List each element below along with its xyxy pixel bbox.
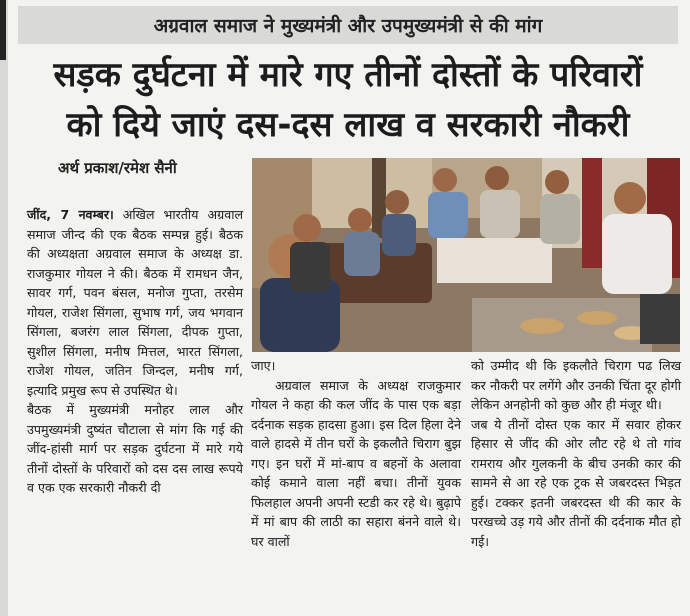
article-paragraph: जब ये तीनों दोस्त एक कार में सवार होकर हिसार से जींद की ओर लौट रहे थे तो गांव रामराय और गुलकनी के बीच उनकी कार की सामने से आ रहे एक ट्रक से जबरदस्त भिड़त हुई। टक्कर इतनी जबरदस्त थी की कार के परखच्चे उड़ गये और तीनों की दर्दनाक मौत हो गई। xyxy=(471,416,681,549)
article-column-2 xyxy=(251,356,461,551)
headline-line-2: को दिये जाएं दस-दस लाख व सरकारी नौकरी xyxy=(66,105,630,145)
column-rule-mark xyxy=(0,0,6,60)
article-paragraph xyxy=(251,376,461,552)
byline: अर्थ प्रकाश/रमेश सैनी xyxy=(58,159,177,177)
paragraph-text: अग्रवाल समाज के अध्यक्ष राजकुमार गोयल ने कहा की कल जींद के पास एक बड़ा दर्दनाक सड़क हादसा हुआ। इस दिल हिला देने वाले हादसे में तीन घरों के इकलौते चिराग बुझ गए। इन घरों में मां-बाप व बहनों के अलावा कोई कमाने वाला नहीं बचा। तीनों युवक फिलहाल अपनी अपनी स्टडी कर रहे थे। बुढ़ापे में मां बाप की लाठी का सहारा बंनने वाले थे। घर वालों xyxy=(251,377,461,549)
news-photo xyxy=(252,158,680,352)
meeting-photo-illustration xyxy=(252,158,680,352)
article-paragraph: बैठक में मुख्यमंत्री मनोहर लाल और उपमुख्यमंत्री दुष्यंत चौटाला से मांग कि गई की जींद-हांसी मार्ग पर सड़क दुर्घटना में मारे गये तीनों दोस्तों के परिवारों को दस दस लाख रूपये व एक एक सरकारी नौकरी दी xyxy=(27,402,243,495)
paragraph-text: अखिल भारतीय अग्रवाल समाज जीन्द की एक बैठक सम्पन्न हुई। बैठक की अध्यक्षता अग्रवाल समाज के अध्यक्ष डा. राजकुमार गोयल ने की। बैठक में रामधन जैन, सावर गर्ग, पवन बंसल, मनोज गुप्ता, तरसेम गोयल, राजेश सिंगला, सुभाष गर्ग, जय भगवान सिंगला, बजरंग लाल सिंगला, दीपक गुप्ता, सुशील सिंगला, मनीष मित्तल, भारत सिंगला, राजेश गोयल, जतिन जिन्दल, मनीष गर्ग, इत्यादि प्रमुख रूप से उपस्थित थे। xyxy=(27,207,243,398)
article-column-1 xyxy=(27,205,243,498)
article-paragraph: जाए। xyxy=(251,358,276,373)
left-margin-strip xyxy=(0,0,8,616)
headline xyxy=(14,50,682,150)
article-paragraph xyxy=(27,205,243,400)
headline-line-1: सड़क दुर्घटना में मारे गए तीनों दोस्तों के परिवारों xyxy=(53,55,643,95)
dateline: जींद, 7 नवम्बर। xyxy=(27,207,114,222)
article-paragraph: को उम्मीद थी कि इकलौते चिराग पढ लिख कर नौकरी पर लगेंगे और उनकी चिंता दूर होगी लेकिन अनहोनी को कुछ और ही मंजूर थी। xyxy=(471,358,681,412)
kicker-strap: अग्रवाल समाज ने मुख्यमंत्री और उपमुख्यमंत्री से की मांग xyxy=(18,6,678,44)
article-column-3 xyxy=(471,356,681,551)
